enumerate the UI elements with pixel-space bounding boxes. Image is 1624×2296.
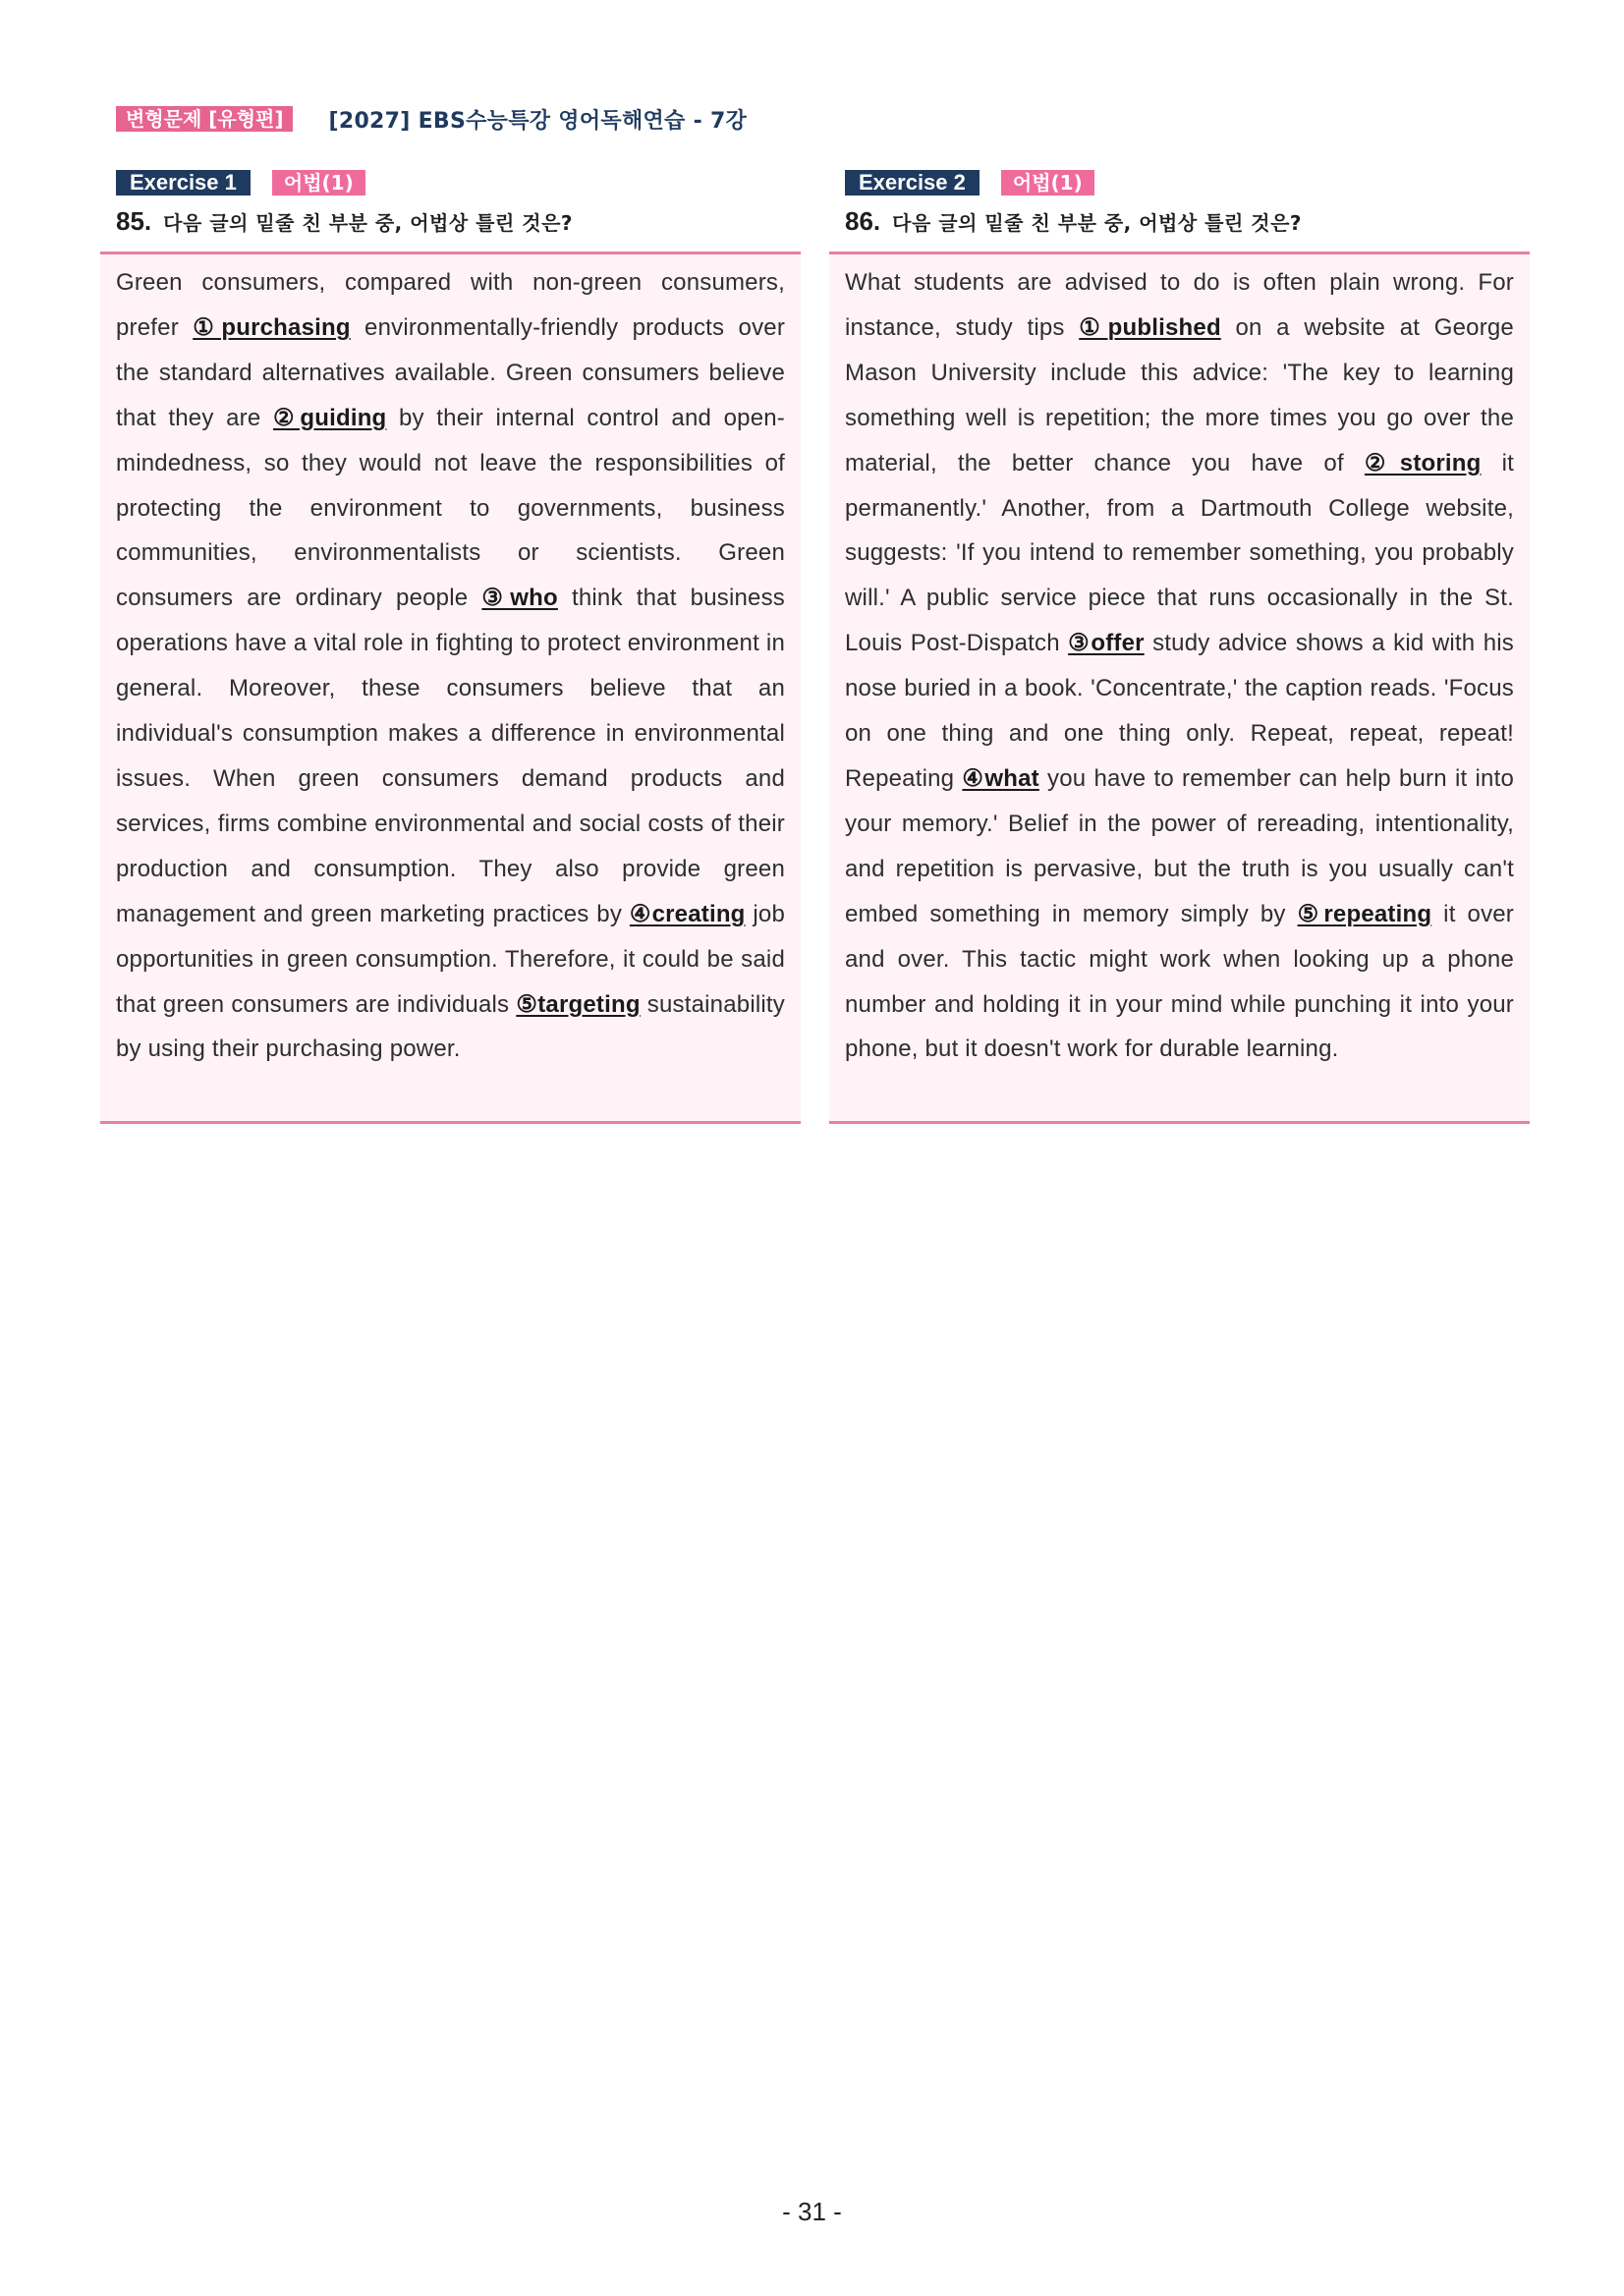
exercise-1-question <box>116 206 801 240</box>
page-number: - 31 - <box>782 2197 842 2226</box>
passage-text: it permanently.' Another, from a Dartmouth College website, suggests: 'If you intend to remember something, you probably will.' A public service piece that runs occasionally in the St. Louis Post-Dispatch <box>845 449 1514 657</box>
exercise-2-passage-box <box>829 252 1530 1124</box>
passage-text: What students are advised to do is often plain wrong. For instance, study tips <box>845 269 1514 341</box>
exercise-1-type-badge: 어법(1) <box>272 170 365 196</box>
exercise-2-label-row <box>845 169 1530 196</box>
underlined-choice: ④what <box>962 764 1039 792</box>
exercise-2-column <box>829 169 1530 1124</box>
underlined-choice: ②guiding <box>272 404 387 431</box>
exercise-2-type-badge: 어법(1) <box>1001 170 1094 196</box>
document-title: [2027] EBS수능특강 영어독해연습 - 7강 <box>328 108 748 134</box>
underlined-choice: ②storing <box>1364 449 1482 476</box>
exercise-1-label-row <box>116 169 801 196</box>
passage-text: on a website at George Mason University include this advice: 'The key to learning something well is repetition; the more times you go over the material, the better chance you have of <box>845 313 1514 476</box>
passage-text: job opportunities in green consumption. Therefore, it could be said that green consumers are individuals <box>116 900 786 1018</box>
passage-text: environmentally-friendly products over the standard alternatives available. Green consumers believe that they are <box>116 313 786 431</box>
variant-problem-tag: 변형문제 [유형편] <box>116 106 293 132</box>
exercise-1-column <box>100 169 801 1124</box>
underlined-choice: ①purchasing <box>193 313 351 341</box>
exercise-1-label: Exercise 1 <box>116 170 251 196</box>
underlined-choice: ⑤repeating <box>1297 900 1432 927</box>
exercise-2-passage <box>845 260 1514 1072</box>
page-header <box>116 104 747 134</box>
exercise-1-passage <box>116 260 785 1072</box>
passage-text: you have to remember can help burn it into your memory.' Belief in the power of rereading, intentionality, and repetition is pervasive, but the truth is you usually can't embed something in memory simply by <box>845 764 1515 927</box>
question-text: 다음 글의 밑줄 친 부분 중, 어법상 틀린 것은? <box>163 211 573 235</box>
underlined-choice: ①published <box>1079 313 1221 341</box>
exercise-2-question <box>845 206 1530 240</box>
question-number: 85. <box>116 206 152 236</box>
underlined-choice: ③offer <box>1068 630 1145 657</box>
question-text: 다음 글의 밑줄 친 부분 중, 어법상 틀린 것은? <box>892 211 1302 235</box>
passage-text: study advice shows a kid with his nose buried in a book. 'Concentrate,' the caption reads. 'Focus on one thing and one thing only. Repeat, repeat, repeat! Repeating <box>845 630 1514 792</box>
exercise-2-label: Exercise 2 <box>845 170 980 196</box>
exercise-1-passage-box <box>100 252 801 1124</box>
underlined-choice: ⑤targeting <box>516 990 641 1018</box>
underlined-choice: ④creating <box>629 900 746 927</box>
passage-text: it over and over. This tactic might work when looking up a phone number and holding it in your mind while punching it into your phone, but it doesn't work for durable learning. <box>845 900 1515 1063</box>
passage-text: think that business operations have a vital role in fighting to protect environment in general. Moreover, these consumers believe that an individual's consumption makes a difference in environmental issues. When green consumers demand products and services, firms combine environmental and social costs of their production and consumption. They also provide green management and green marketing practices by <box>116 585 786 927</box>
passage-text: by their internal control and open-mindedness, so they would not leave the responsibilities of protecting the environment to governments, business communities, environmentalists or scientists. Green consumers are ordinary people <box>116 404 785 612</box>
passage-text: sustainability by using their purchasing power. <box>116 990 785 1063</box>
underlined-choice: ③who <box>481 585 558 612</box>
question-number: 86. <box>845 206 881 236</box>
passage-text: Green consumers, compared with non-green consumers, prefer <box>116 269 785 341</box>
